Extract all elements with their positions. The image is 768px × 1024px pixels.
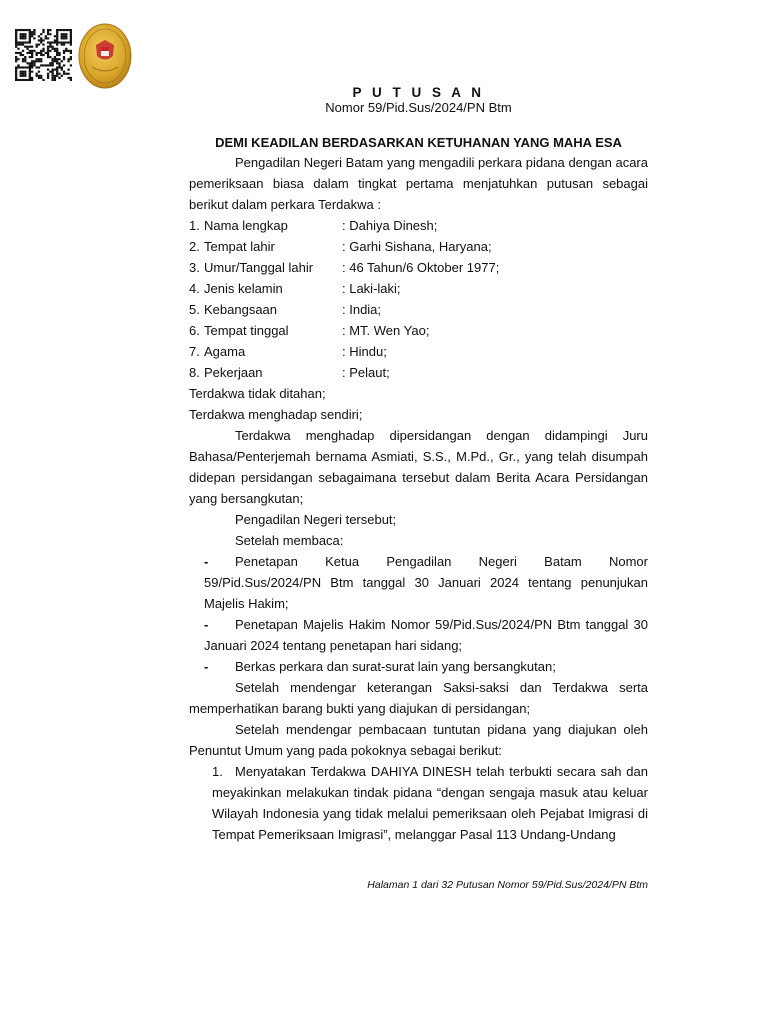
identity-row [189, 362, 648, 383]
identity-value: : Garhi Sishana, Haryana; [342, 239, 492, 254]
identity-label: Pekerjaan [204, 365, 263, 380]
page-footer: Halaman 1 dari 32 Putusan Nomor 59/Pid.Sus/2024/PN Btm [367, 879, 648, 891]
qr-code-icon [15, 29, 72, 81]
heading-keadilan: DEMI KEADILAN BERDASARKAN KETUHANAN YANG MAHA ESA [215, 135, 622, 150]
numbered-text: Menyatakan Terdakwa DAHIYA DINESH telah terbukti secara sah dan meyakinkan melakukan tindak pidana “dengan sengaja masuk atau keluar Wilayah Indonesia yang tidak melalui pemeriksaan oleh Pejabat Imigrasi di Tempat Pemeriksaan Imigrasi”, melanggar Pasal 113 Undang-Undang [212, 764, 648, 842]
identity-row [189, 299, 648, 320]
paragraph-pengadilan: Pengadilan Negeri tersebut; [235, 512, 397, 527]
bullet-text: Penetapan Majelis Hakim Nomor 59/Pid.Sus/2024/PN Btm tanggal 30 Januari 2024 tentang penetapan hari sidang; [204, 617, 648, 653]
identity-row [189, 215, 648, 236]
identity-value: : India; [342, 302, 382, 317]
list-item [189, 656, 648, 677]
bullet-text: Berkas perkara dan surat-surat lain yang bersangkutan; [235, 659, 556, 674]
identity-number: 5. [189, 302, 200, 317]
identity-row [189, 257, 648, 278]
status-tidak-ditahan: Terdakwa tidak ditahan; [189, 386, 326, 401]
identity-value: : Hindu; [342, 344, 387, 359]
identity-number: 7. [189, 344, 200, 359]
document-title: P U T U S A N [352, 85, 485, 100]
identity-label: Kebangsaan [204, 302, 278, 317]
paragraph-setelah-membaca: Setelah membaca: [235, 533, 344, 548]
mahkamah-agung-seal-icon [78, 23, 132, 89]
bullet-list [189, 551, 648, 677]
bullet-marker: - [204, 659, 209, 674]
intro-paragraph: Pengadilan Negeri Batam yang mengadili perkara pidana dengan acara pemeriksaan biasa dalam tingkat pertama menjatuhkan putusan sebagai berikut dalam perkara Terdakwa : [189, 155, 648, 212]
bullet-text-wrap [204, 656, 648, 677]
identity-number: 2. [189, 239, 200, 254]
case-number: Nomor 59/Pid.Sus/2024/PN Btm [325, 100, 512, 115]
identity-label: Nama lengkap [204, 218, 288, 233]
paragraph-juru-bahasa: Terdakwa menghadap dipersidangan dengan didampingi Juru Bahasa/Penterjemah bernama Asmiati, S.S., M.Pd., Gr., yang telah disumpah didepan persidangan sebagaimana tersebut dalam Berita Acara Persidangan yang bersangkutan; [189, 428, 648, 506]
identity-number: 6. [189, 323, 200, 338]
identity-value: : 46 Tahun/6 Oktober 1977; [342, 260, 500, 275]
bullet-marker: - [204, 554, 209, 569]
identity-row [189, 341, 648, 362]
identity-row [189, 236, 648, 257]
identity-row [189, 278, 648, 299]
identity-row [189, 320, 648, 341]
identity-label: Agama [204, 344, 246, 359]
list-item [189, 614, 648, 656]
identity-value: : Pelaut; [342, 365, 390, 380]
identity-label: Tempat tinggal [204, 323, 289, 338]
document-body [189, 152, 648, 845]
identity-label: Jenis kelamin [204, 281, 283, 296]
identity-label: Tempat lahir [204, 239, 275, 254]
numbered-text-wrap [212, 761, 648, 845]
bullet-text-wrap [204, 551, 648, 614]
numbered-marker: 1. [212, 764, 223, 779]
paragraph-saksi: Setelah mendengar keterangan Saksi-saksi dan Terdakwa serta memperhatikan barang bukti yang diajukan di persidangan; [189, 680, 648, 716]
bullet-text: Penetapan Ketua Pengadilan Negeri Batam Nomor 59/Pid.Sus/2024/PN Btm tanggal 30 Januari 2024 tentang penunjukan Majelis Hakim; [204, 554, 648, 611]
bullet-text-wrap [204, 614, 648, 656]
numbered-list [189, 761, 648, 845]
identity-list [189, 215, 648, 383]
identity-value: : Dahiya Dinesh; [342, 218, 438, 233]
identity-value: : MT. Wen Yao; [342, 323, 430, 338]
identity-value: : Laki-laki; [342, 281, 401, 296]
list-item [189, 761, 648, 845]
list-item [189, 551, 648, 614]
identity-number: 1. [189, 218, 200, 233]
identity-number: 8. [189, 365, 200, 380]
status-menghadap: Terdakwa menghadap sendiri; [189, 407, 363, 422]
identity-number: 4. [189, 281, 200, 296]
identity-number: 3. [189, 260, 200, 275]
paragraph-tuntutan: Setelah mendengar pembacaan tuntutan pidana yang diajukan oleh Penuntut Umum yang pada pokoknya sebagai berikut: [189, 722, 648, 758]
bullet-marker: - [204, 617, 209, 632]
identity-label: Umur/Tanggal lahir [204, 260, 314, 275]
